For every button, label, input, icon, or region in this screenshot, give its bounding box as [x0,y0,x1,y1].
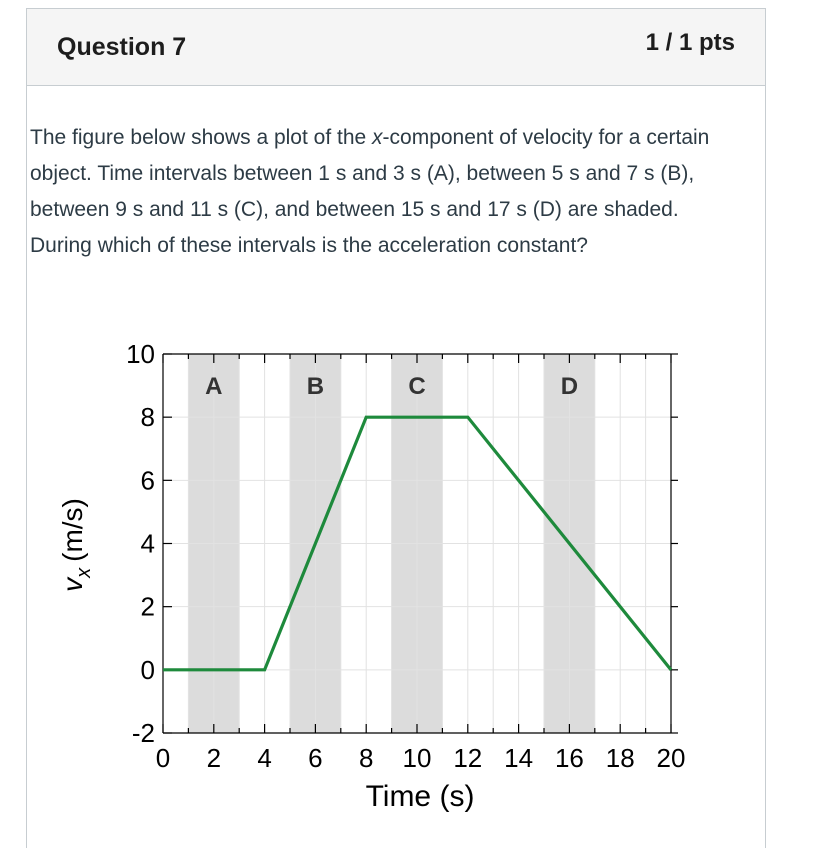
y-tick-label: 4 [140,528,155,559]
y-tick-label: 8 [140,402,155,433]
question-text-italic-x: x [372,126,383,149]
y-tick-label: 0 [140,654,155,685]
x-tick-label: 4 [257,743,272,773]
shaded-interval-label-c: C [408,373,426,400]
y-axis-label-sub: x [73,567,95,578]
x-axis-label: Time (s) [365,780,475,813]
question-text-part1: The figure below shows a plot of the [30,126,373,149]
shaded-interval-label-b: B [306,373,325,400]
x-tick-label: 6 [308,743,323,773]
x-tick-label: 0 [155,743,171,773]
x-tick-label: 18 [605,743,635,773]
y-axis-label-unit: (m/s) [57,498,88,562]
y-tick-label: 10 [126,339,155,369]
y-tick-label: 6 [140,465,155,496]
x-tick-label: 10 [402,743,432,773]
x-tick-label: 12 [453,743,483,773]
question-title: Question 7 [57,33,187,61]
y-tick-label: -2 [131,718,155,748]
y-axis-label [57,498,95,592]
shaded-interval-label-d: D [560,373,579,400]
x-tick-label: 8 [358,743,374,773]
y-tick-label: 2 [140,591,155,622]
x-tick-label: 14 [504,743,534,773]
question-points: 1 / 1 pts [645,29,735,56]
shaded-interval-label-a: A [205,373,223,400]
question-text-part2: -component of velocity for a certain object. Time intervals between 1 s and 3 s (A), between 5 s and 7 s (B), between 9 s and 11 s (C), and between 15 s and 17 s (D) are shaded. During which of these intervals is the acceleration constant? [30,126,710,257]
x-tick-label: 16 [554,743,584,773]
x-tick-label: 2 [206,743,222,773]
y-axis-label-main: v [57,577,88,592]
x-tick-label: 20 [656,743,686,773]
